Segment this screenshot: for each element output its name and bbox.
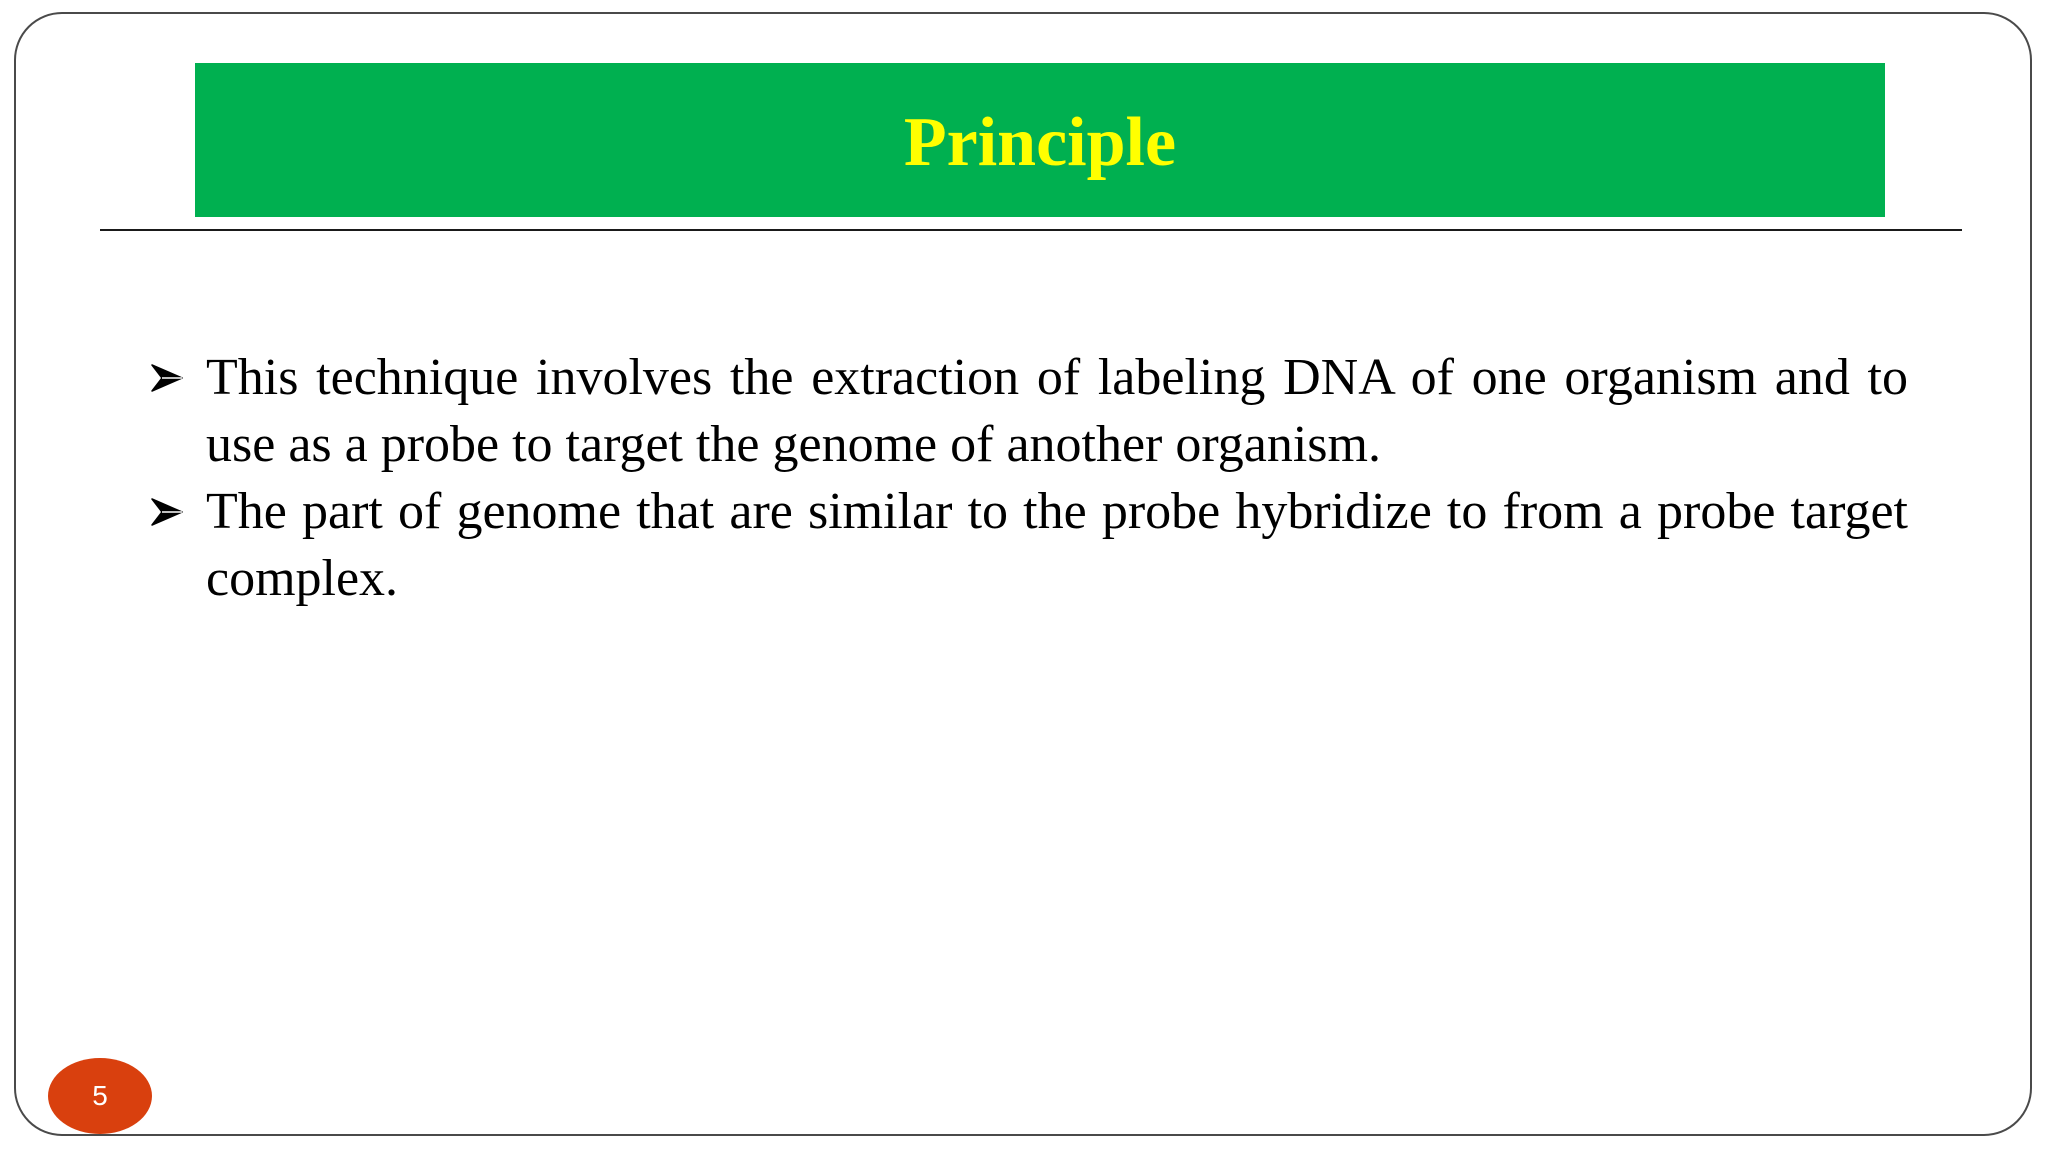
arrowhead-bullet-icon — [150, 478, 190, 545]
slide-title: Principle — [903, 104, 1177, 181]
slide-frame — [14, 12, 2032, 1136]
arrowhead-bullet-icon — [150, 344, 190, 411]
bullet-text: The part of genome that are similar to the probe hybridize to from a probe target complex. — [206, 483, 1908, 607]
bullet-text: This technique involves the extraction of labeling DNA of one organism and to use as a probe to target the genome of another organism. — [206, 349, 1908, 473]
title-divider — [100, 229, 1962, 231]
bullet-item — [144, 344, 1908, 478]
page-number: 5 — [92, 1080, 108, 1111]
page-number-badge — [48, 1058, 152, 1134]
bullet-item — [144, 478, 1908, 612]
title-bar — [195, 63, 1885, 217]
bullet-list — [144, 344, 1908, 612]
